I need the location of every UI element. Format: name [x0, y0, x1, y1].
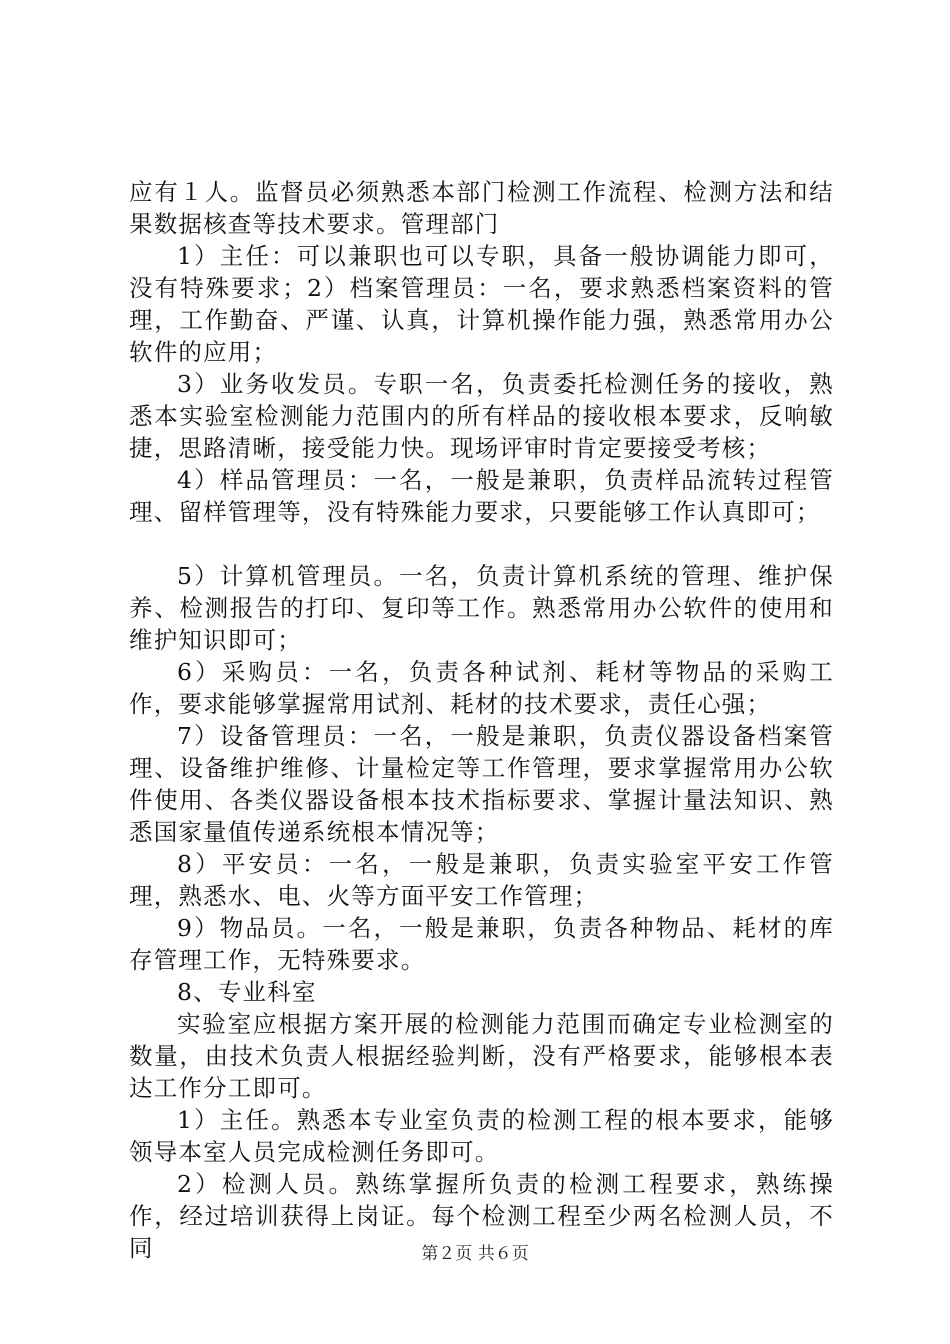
paragraph-inspectors: 2）检测人员。熟练掌握所负责的检测工程要求，熟练操作，经过培训获得上岗证。每个检测工程至少两名检测人员，不同	[129, 1170, 834, 1262]
paragraph-department-count: 实验室应根据方案开展的检测能力范围而确定专业检测室的数量，由技术负责人根据经验判断，没有严格要求，能够根本表达工作分工即可。	[129, 1010, 834, 1102]
page-number: 第２页 共６页	[421, 1244, 529, 1264]
document-body	[129, 176, 834, 1264]
section-heading-departments: 8、专业科室	[177, 978, 317, 1006]
paragraph-purchaser: 6）采购员：一名，负责各种试剂、耗材等物品的采购工作，要求能够掌握常用试剂、耗材的技术要求，责任心强；	[129, 658, 834, 718]
paragraph-goods-keeper: 9）物品员。一名，一般是兼职，负责各种物品、耗材的库存管理工作，无特殊要求。	[129, 914, 834, 974]
page-footer	[0, 1243, 950, 1265]
paragraph-equipment-manager: 7）设备管理员：一名，一般是兼职，负责仪器设备档案管理、设备维护维修、计量检定等工作管理，要求掌握常用办公软件使用、各类仪器设备根本技术指标要求、掌握计量法知识、熟悉国家量值传递系统根本情况等；	[129, 722, 834, 846]
paragraph-department-director: 1）主任。熟悉本专业室负责的检测工程的根本要求，能够领导本室人员完成检测任务即可。	[129, 1106, 834, 1166]
paragraph-computer-manager: 5）计算机管理员。一名，负责计算机系统的管理、维护保养、检测报告的打印、复印等工作。熟悉常用办公软件的使用和维护知识即可；	[129, 562, 834, 654]
paragraph-supervisor: 应有１人。监督员必须熟悉本部门检测工作流程、检测方法和结果数据核查等技术要求。管理部门	[129, 178, 834, 238]
paragraph-director-archivist: 1）主任：可以兼职也可以专职，具备一般协调能力即可，没有特殊要求；2）档案管理员：一名，要求熟悉档案资料的管理，工作勤奋、严谨、认真，计算机操作能力强，熟悉常用办公软件的应用；	[129, 242, 834, 366]
paragraph-safety-officer: 8）平安员：一名，一般是兼职，负责实验室平安工作管理，熟悉水、电、火等方面平安工作管理；	[129, 850, 834, 910]
paragraph-sample-manager: 4）样品管理员：一名，一般是兼职，负责样品流转过程管理、留样管理等，没有特殊能力要求，只要能够工作认真即可；	[129, 466, 834, 526]
paragraph-dispatcher: 3）业务收发员。专职一名，负责委托检测任务的接收，熟悉本实验室检测能力范围内的所有样品的接收根本要求，反响敏捷，思路清晰，接受能力快。现场评审时肯定要接受考核；	[129, 370, 834, 462]
